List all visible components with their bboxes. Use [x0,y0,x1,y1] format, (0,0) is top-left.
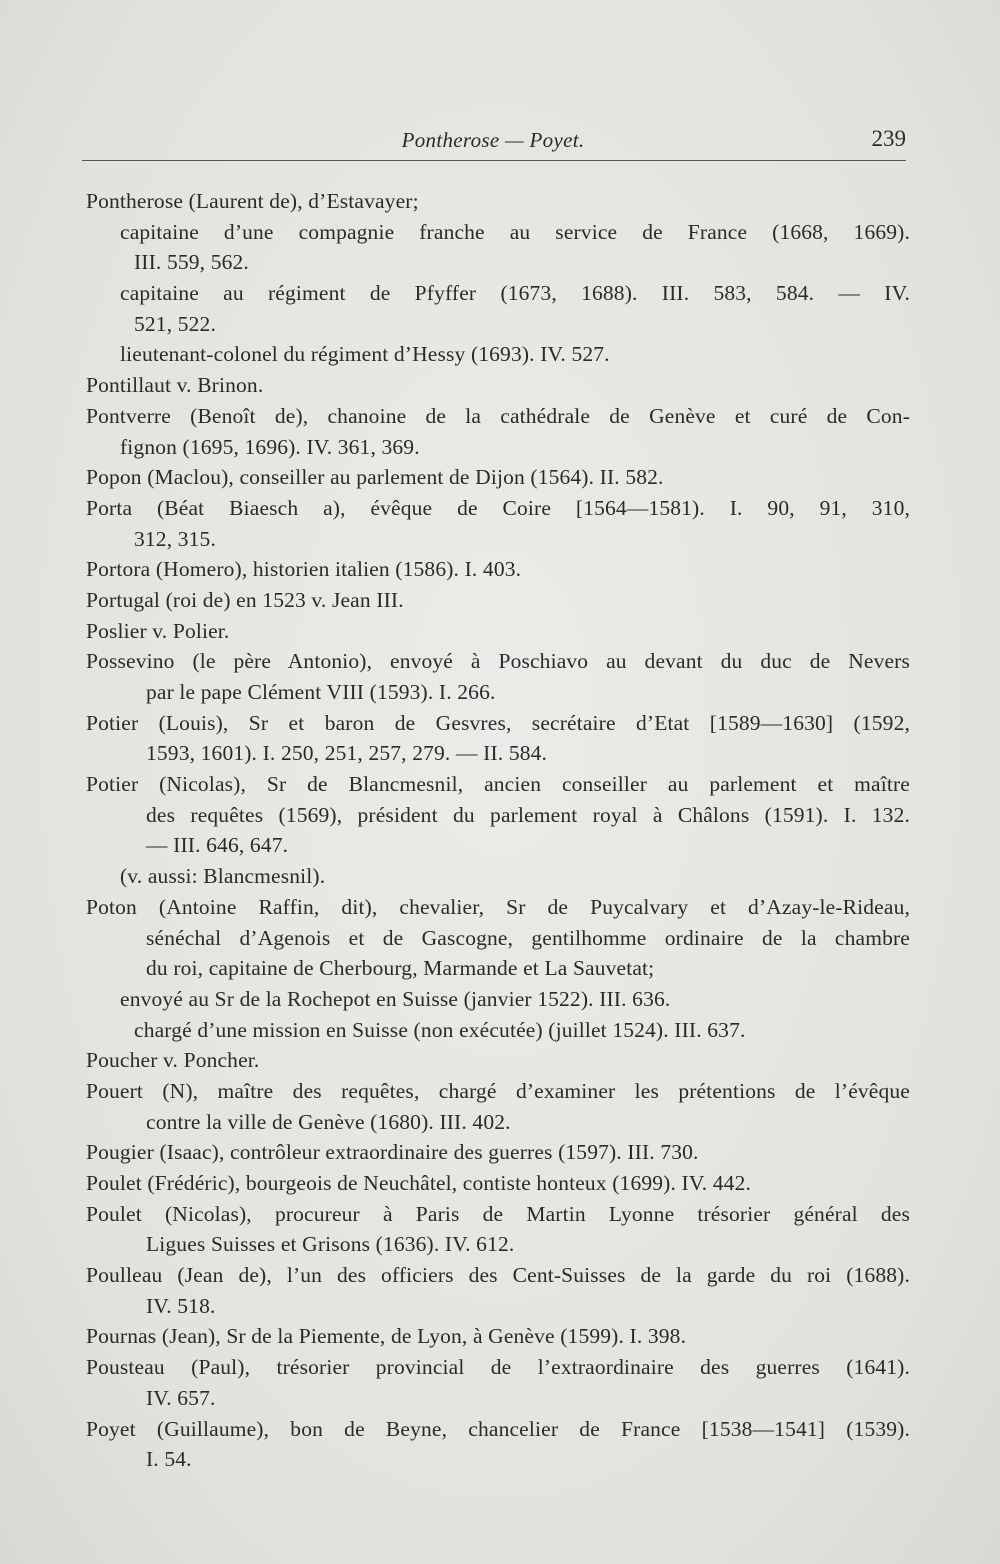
index-entry-line: Portugal (roi de) en 1523 v. Jean III. [86,587,404,612]
index-continuation-line: IV. 518. [146,1293,216,1318]
index-entry-line: Poulet (Nicolas), procureur à Paris de Martin Lyonne trésorier général des [86,1201,910,1226]
index-continuation-line: par le pape Clément VIII (1593). I. 266. [146,680,496,704]
index-continuation-line: 1593, 1601). I. 250, 251, 257, 279. — II. 584. [146,741,548,766]
index-continuation-line: lieutenant-colonel du régiment d’Hessy (1693). IV. 527. [120,342,610,367]
index-continuation-line: IV. 657. [146,1385,216,1410]
index-entry-line: Pontverre (Benoît de), chanoine de la cathédrale de Genève et curé de Con- [86,403,910,428]
index-entry-line: Poyet (Guillaume), bon de Beyne, chancelier de France [1538—1541] (1539). [86,1416,910,1441]
page-header [80,124,906,160]
index-entry-line: Pouert (N), maître des requêtes, chargé d’examiner les prétentions de l’évêque [86,1078,910,1103]
index-entry-line: Possevino (le père Antonio), envoyé à Poschiavo au devant du duc de Nevers [86,649,910,674]
running-title: Pontherose — Poyet. [401,128,585,152]
index-entry-line: Pontherose (Laurent de), d’Estavayer; [86,189,419,213]
index-continuation-line: — III. 646, 647. [146,833,289,858]
index-continuation-line: capitaine au régiment de Pfyffer (1673, 1688). III. 583, 584. — IV. [120,281,910,306]
index-continuation-line: I. 54. [146,1447,192,1472]
page-number: 239 [871,126,906,151]
index-entry-line: Pontillaut v. Brinon. [86,373,264,398]
index-entry-line: Potier (Louis), Sr et baron de Gesvres, secrétaire d’Etat [1589—1630] (1592, [86,710,910,735]
index-entries [86,186,910,1475]
index-continuation-line: des requêtes (1569), président du parlement royal à Châlons (1591). I. 132. [146,802,910,827]
index-continuation-line: sénéchal d’Agenois et de Gascogne, gentilhomme ordinaire de la chambre [146,925,910,950]
index-entry-line: Pousteau (Paul), trésorier provincial de l’extraordinaire des guerres (1641). [86,1355,910,1380]
index-entry-line: Poulet (Frédéric), bourgeois de Neuchâtel, contiste honteux (1699). IV. 442. [86,1171,752,1195]
index-continuation-line: III. 559, 562. [134,250,249,275]
index-continuation-line: du roi, capitaine de Cherbourg, Marmande et La Sauvetat; [146,956,655,981]
index-entry-line: Pougier (Isaac), contrôleur extraordinaire des guerres (1597). III. 730. [86,1140,699,1165]
index-continuation-line: Ligues Suisses et Grisons (1636). IV. 612. [146,1232,515,1257]
index-entry-line: Poulleau (Jean de), l’un des officiers des Cent-Suisses de la garde du roi (1688). [86,1263,910,1288]
index-entry-line: Porta (Béat Biaesch a), évêque de Coire [1564—1581). I. 90, 91, 310, [86,495,910,520]
index-continuation-line: 312, 315. [134,526,216,551]
index-continuation-line: capitaine d’une compagnie franche au service de France (1668, 1669). [120,219,910,244]
header-rule [82,160,906,161]
index-entry-line: Portora (Homero), historien italien (1586). I. 403. [86,557,522,582]
index-continuation-line: fignon (1695, 1696). IV. 361, 369. [120,434,420,459]
index-entry-line: Poton (Antoine Raffin, dit), chevalier, Sr de Puycalvary et d’Azay-le-Rideau, [86,894,910,919]
index-continuation-line: (v. aussi: Blancmesnil). [120,864,326,889]
index-entry-line: Poucher v. Poncher. [86,1048,260,1073]
index-continuation-line: envoyé au Sr de la Rochepot en Suisse (janvier 1522). III. 636. [120,986,671,1011]
index-continuation-line: contre la ville de Genève (1680). III. 402. [146,1109,511,1134]
index-continuation-line: chargé d’une mission en Suisse (non exécutée) (juillet 1524). III. 637. [134,1017,746,1042]
index-entry-line: Pournas (Jean), Sr de la Piemente, de Lyon, à Genève (1599). I. 398. [86,1324,687,1349]
index-entry-line: Popon (Maclou), conseiller au parlement de Dijon (1564). II. 582. [86,465,664,490]
index-entry-line: Poslier v. Polier. [86,618,230,643]
index-continuation-line: 521, 522. [134,311,216,336]
index-entry-line: Potier (Nicolas), Sr de Blancmesnil, ancien conseiller au parlement et maître [86,772,910,797]
